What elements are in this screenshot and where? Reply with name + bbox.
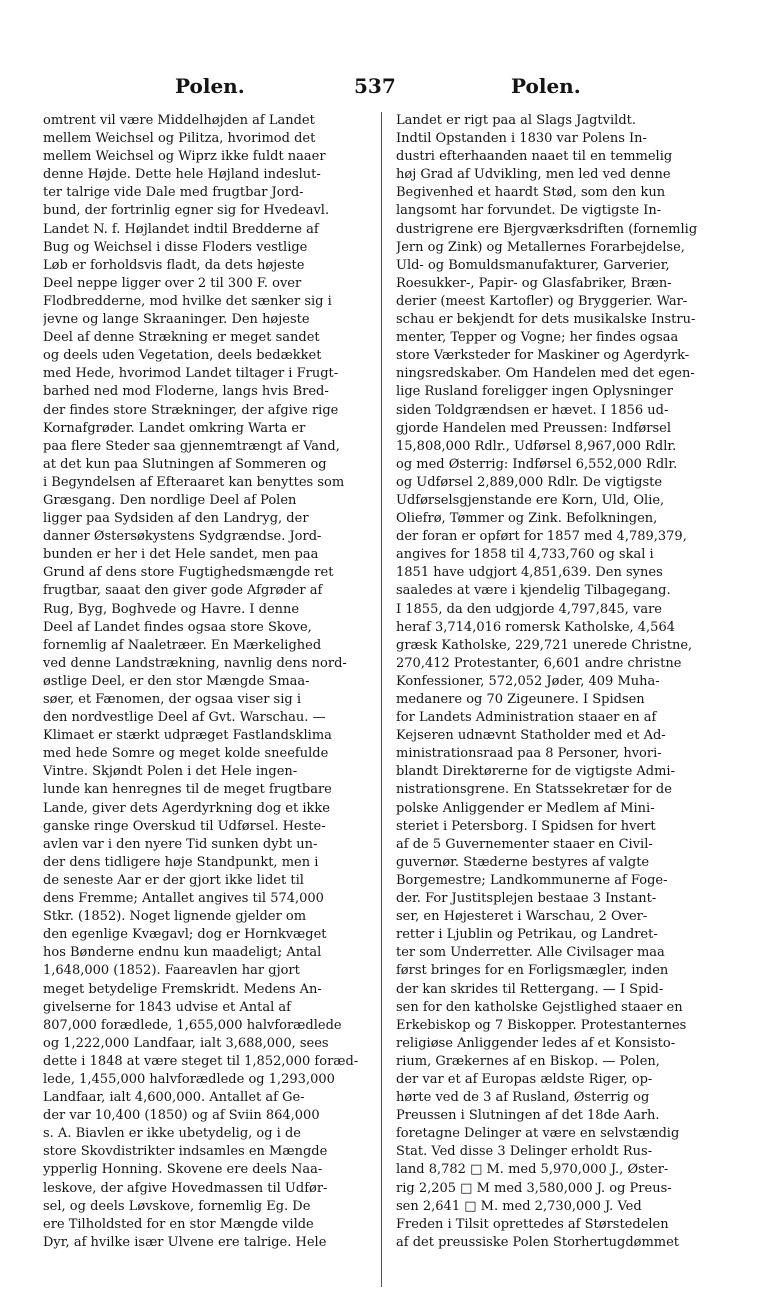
- text-line: Roesukker-, Papir- og Glasfabriker, Bræn-: [396, 275, 672, 291]
- text-line: Grund af dens store Fugtighedsmængde ret: [43, 565, 334, 581]
- text-line: 270,412 Protestanter, 6,601 andre christne: [396, 655, 682, 671]
- text-line: sen for den katholske Gejstlighed staaer en: [396, 999, 683, 1015]
- text-line: Stkr. (1852). Noget lignende gjelder om: [43, 909, 307, 925]
- text-line: dustrigrene ere Bjergværksdriften (fornemlig: [396, 221, 698, 237]
- text-line: derier (meest Kartofler) og Bryggerier. War-: [396, 293, 688, 309]
- text-line: Kornafgrøder. Landet omkring Warta er: [43, 420, 306, 436]
- text-line: Klimaet er stærkt udpræget Fastlandsklima: [43, 728, 332, 744]
- text-line: givelserne for 1843 udvise et Antal af: [43, 999, 291, 1015]
- text-line: Freden i Tilsit oprettedes af Størstedelen: [396, 1216, 669, 1232]
- right-column: [396, 112, 714, 1252]
- running-title-right: Polen.: [511, 74, 581, 98]
- text-line: Erkebiskop og 7 Biskopper. Protestanternes: [396, 1017, 687, 1033]
- text-line: rium, Grækernes af en Biskop. — Polen,: [396, 1053, 660, 1069]
- text-line: Stat. Ved disse 3 Delinger erholdt Rus-: [396, 1144, 653, 1160]
- text-line: for Landets Administration staaer en af: [396, 710, 657, 726]
- text-line: den nordvestlige Deel af Gvt. Warschau. —: [43, 710, 326, 726]
- text-line: lunde kan henregnes til de meget frugtbare: [43, 782, 332, 798]
- text-line: ser, en Højesteret i Warschau, 2 Over-: [396, 909, 648, 925]
- text-line: Græsgang. Den nordlige Deel af Polen: [43, 492, 297, 508]
- text-line: 1,648,000 (1852). Faareavlen har gjort: [43, 963, 300, 979]
- text-line: Landfaar, ialt 4,600,000. Antallet af Ge-: [43, 1090, 305, 1106]
- text-line: ved denne Landstrækning, navnlig dens nord-: [43, 655, 347, 671]
- text-line: lige Rusland foreligger ingen Oplysninger: [396, 384, 673, 400]
- text-line: der foran er opført for 1857 med 4,789,379,: [396, 529, 687, 545]
- text-line: dette i 1848 at være steget til 1,852,000 foræd-: [43, 1053, 359, 1069]
- text-line: Borgemestre; Landkommunerne af Foge-: [396, 872, 668, 888]
- text-line: Begivenhed et haardt Stød, som den kun: [396, 185, 666, 201]
- text-line: hørte ved de 3 af Rusland, Østerrig og: [396, 1090, 650, 1106]
- text-line: avlen var i den nyere Tid sunken dybt un-: [43, 836, 318, 852]
- text-line: land 8,782 □ M. med 5,970,000 J., Øster-: [396, 1162, 669, 1178]
- text-line: 15,808,000 Rdlr., Udførsel 8,967,000 Rdlr.: [396, 438, 677, 454]
- text-line: ypperlig Honning. Skovene ere deels Naa-: [43, 1162, 323, 1178]
- text-line: græsk Katholske, 229,721 unerede Christne,: [396, 637, 693, 653]
- text-line: danner Østersøkystens Sydgrændse. Jord-: [43, 529, 322, 545]
- text-line: foretagne Delinger at være en selvstændig: [396, 1126, 680, 1142]
- text-line: der kan skrides til Rettergang. — I Spid-: [396, 981, 664, 997]
- text-line: denne Højde. Dette hele Højland indeslut-: [43, 167, 321, 183]
- text-line: Uld- og Bomuldsmanufakturer, Garverier,: [396, 257, 670, 273]
- text-line: de seneste Aar er der gjort ikke lidet til: [43, 872, 304, 888]
- text-line: bund, der fortrinlig egner sig for Hvedeavl.: [43, 203, 330, 219]
- text-line: langsomt har forvundet. De vigtigste In-: [396, 203, 662, 219]
- text-line: Deel af Landet findes ogsaa store Skove,: [43, 619, 312, 635]
- text-line: Lande, giver dets Agerdyrkning dog et ikke: [43, 800, 330, 816]
- text-line: hos Bønderne endnu kun maadeligt; Antal: [43, 945, 322, 961]
- text-line: jevne og lange Skraaninger. Den højeste: [43, 312, 310, 328]
- running-title-left: Polen.: [175, 74, 245, 98]
- text-line: Deel neppe ligger over 2 til 300 F. over: [43, 275, 302, 291]
- text-line: lede, 1,455,000 halvforædlede og 1,293,000: [43, 1071, 335, 1087]
- text-line: Oliefrø, Tømmer og Zink. Befolkningen,: [396, 511, 658, 527]
- text-line: bunden er her i det Hele sandet, men paa: [43, 547, 319, 563]
- text-line: rig 2,205 □ M med 3,580,000 J. og Preus-: [396, 1180, 672, 1196]
- text-line: retter i Ljublin og Petrikau, og Landret-: [396, 927, 658, 943]
- text-line: ministrationsraad paa 8 Personer, hvori-: [396, 746, 662, 762]
- text-line: 1851 have udgjort 4,851,639. Den synes: [396, 565, 663, 581]
- text-line: ligger paa Sydsiden af den Landryg, der: [43, 511, 309, 527]
- text-line: Dyr, af hvilke især Ulvene ere talrige. Hele: [43, 1234, 327, 1250]
- text-line: dustri efterhaanden naaet til en temmelig: [396, 149, 673, 165]
- text-line: medanere og 70 Zigeunere. I Spidsen: [396, 692, 645, 707]
- text-line: at det kun paa Slutningen af Sommeren og: [43, 456, 327, 472]
- text-line: Løb er forholdsvis fladt, da dets højeste: [43, 257, 305, 273]
- text-line: mellem Weichsel og Pilitza, hvorimod det: [43, 131, 316, 147]
- text-line: Flodbredderne, mod hvilke det sænker sig i: [43, 293, 332, 309]
- text-line: 807,000 forædlede, 1,655,000 halvforædlede: [43, 1017, 342, 1033]
- text-line: i Begyndelsen af Efteraaret kan benyttes som: [43, 474, 345, 490]
- text-line: østlige Deel, er den stor Mængde Smaa-: [43, 673, 310, 689]
- text-line: der. For Justitsplejen bestaae 3 Instant-: [396, 891, 657, 907]
- text-line: ter som Underretter. Alle Civilsager maa: [396, 945, 665, 961]
- text-line: der var et af Europas ældste Riger, op-: [396, 1071, 653, 1087]
- text-line: Indtil Opstanden i 1830 var Polens In-: [396, 131, 647, 147]
- text-line: s. A. Biavlen er ikke ubetydelig, og i de: [43, 1126, 301, 1142]
- text-line: gjorde Handelen med Preussen: Indførsel: [396, 420, 671, 436]
- text-line: Kejseren udnævnt Statholder med et Ad-: [396, 728, 666, 744]
- text-line: Jern og Zink) og Metallernes Forarbejdelse,: [396, 239, 685, 255]
- text-line: og med Østerrig: Indførsel 6,552,000 Rdlr.: [396, 456, 678, 472]
- text-line: ere Tilholdsted for en stor Mængde vilde: [43, 1216, 314, 1232]
- text-line: steriet i Petersborg. I Spidsen for hvert: [396, 818, 656, 834]
- text-line: Udførselsgjenstande ere Korn, Uld, Olie,: [396, 492, 665, 508]
- text-line: schau er bekjendt for dets musikalske Instru-: [396, 312, 696, 328]
- column-divider: [381, 112, 382, 1287]
- text-line: Deel af denne Strækning er meget sandet: [43, 330, 320, 346]
- text-line: og 1,222,000 Landfaar, ialt 3,688,000, sees: [43, 1035, 329, 1051]
- text-line: I 1855, da den udgjorde 4,797,845, vare: [396, 601, 663, 617]
- text-line: Konfessioner, 572,052 Jøder, 409 Muha-: [396, 673, 660, 689]
- text-line: paa flere Steder saa gjennemtrængt af Vand,: [43, 438, 340, 454]
- text-line: søer, et Fænomen, der ogsaa viser sig i: [43, 692, 301, 707]
- text-line: og deels uden Vegetation, deels bedækket: [43, 348, 322, 364]
- text-line: først bringes for en Forligsmægler, inden: [396, 963, 669, 979]
- text-line: heraf 3,714,016 romersk Katholske, 4,564: [396, 619, 675, 635]
- text-line: der var 10,400 (1850) og af Sviin 864,000: [43, 1108, 320, 1124]
- text-line: blandt Direktørerne for de vigtigste Admi-: [396, 764, 675, 780]
- text-line: høj Grad af Udvikling, men led ved denne: [396, 167, 671, 183]
- text-line: med Hede, hvorimod Landet tiltager i Frugt-: [43, 366, 339, 382]
- page-number: 537: [354, 74, 396, 98]
- text-line: fornemlig af Naaletræer. En Mærkelighed: [43, 637, 322, 653]
- text-line: af det preussiske Polen Storhertugdømmet: [396, 1234, 680, 1250]
- text-line: Rug, Byg, Boghvede og Havre. I denne: [43, 601, 300, 617]
- text-line: guvernør. Stæderne bestyres af valgte: [396, 854, 650, 870]
- text-line: meget betydelige Fremskridt. Medens An-: [43, 981, 322, 997]
- text-line: med hede Somre og meget kolde sneefulde: [43, 746, 329, 762]
- text-line: Preussen i Slutningen af det 18de Aarh.: [396, 1108, 660, 1124]
- text-line: Landet N. f. Højlandet indtil Bredderne af: [43, 221, 319, 237]
- text-line: frugtbar, saaat den giver gode Afgrøder af: [43, 583, 323, 599]
- text-line: ter talrige vide Dale med frugtbar Jord-: [43, 185, 304, 201]
- text-line: Vintre. Skjøndt Polen i det Hele ingen-: [43, 764, 298, 780]
- text-line: angives for 1858 til 4,733,760 og skal i: [396, 547, 654, 563]
- text-line: af de 5 Guvernementer staaer en Civil-: [396, 836, 653, 852]
- text-line: omtrent vil være Middelhøjden af Landet: [43, 113, 315, 128]
- left-column: [43, 112, 361, 1252]
- text-line: store Skovdistrikter indsamles en Mængde: [43, 1144, 328, 1160]
- text-line: den egenlige Kvægavl; dog er Hornkvæget: [43, 927, 327, 943]
- text-line: der findes store Strækninger, der afgive rige: [43, 402, 339, 418]
- text-line: siden Toldgrændsen er hævet. I 1856 ud-: [396, 402, 669, 418]
- text-line: polske Anliggender er Medlem af Mini-: [396, 800, 655, 816]
- text-line: menter, Tepper og Vogne; her findes ogsaa: [396, 330, 679, 346]
- text-line: leskove, der afgive Hovedmassen til Udfør-: [43, 1180, 328, 1196]
- text-line: ganske ringe Overskud til Udførsel. Heste-: [43, 818, 326, 834]
- text-line: nistrationsgrene. En Statssekretær for de: [396, 782, 672, 798]
- text-line: og Udførsel 2,889,000 Rdlr. De vigtigste: [396, 474, 663, 490]
- text-line: saaledes at være i kjendelig Tilbagegang.: [396, 583, 671, 599]
- text-line: ningsredskaber. Om Handelen med det egen-: [396, 366, 695, 382]
- text-line: store Værksteder for Maskiner og Agerdyrk-: [396, 348, 690, 364]
- text-line: sen 2,641 □ M. med 2,730,000 J. Ved: [396, 1198, 642, 1214]
- text-line: Landet er rigt paa al Slags Jagtvildt.: [396, 113, 636, 128]
- page-header: [0, 72, 760, 102]
- text-line: religiøse Anliggender ledes af et Konsisto-: [396, 1035, 676, 1051]
- text-line: barhed ned mod Floderne, langs hvis Bred-: [43, 384, 329, 400]
- text-line: sel, og deels Løvskove, fornemlig Eg. De: [43, 1198, 311, 1214]
- text-line: der dens tidligere høje Standpunkt, men i: [43, 854, 319, 870]
- text-line: dens Fremme; Antallet angives til 574,000: [43, 891, 324, 907]
- text-line: Bug og Weichsel i disse Floders vestlige: [43, 239, 308, 255]
- text-line: mellem Weichsel og Wiprz ikke fuldt naaer: [43, 149, 326, 165]
